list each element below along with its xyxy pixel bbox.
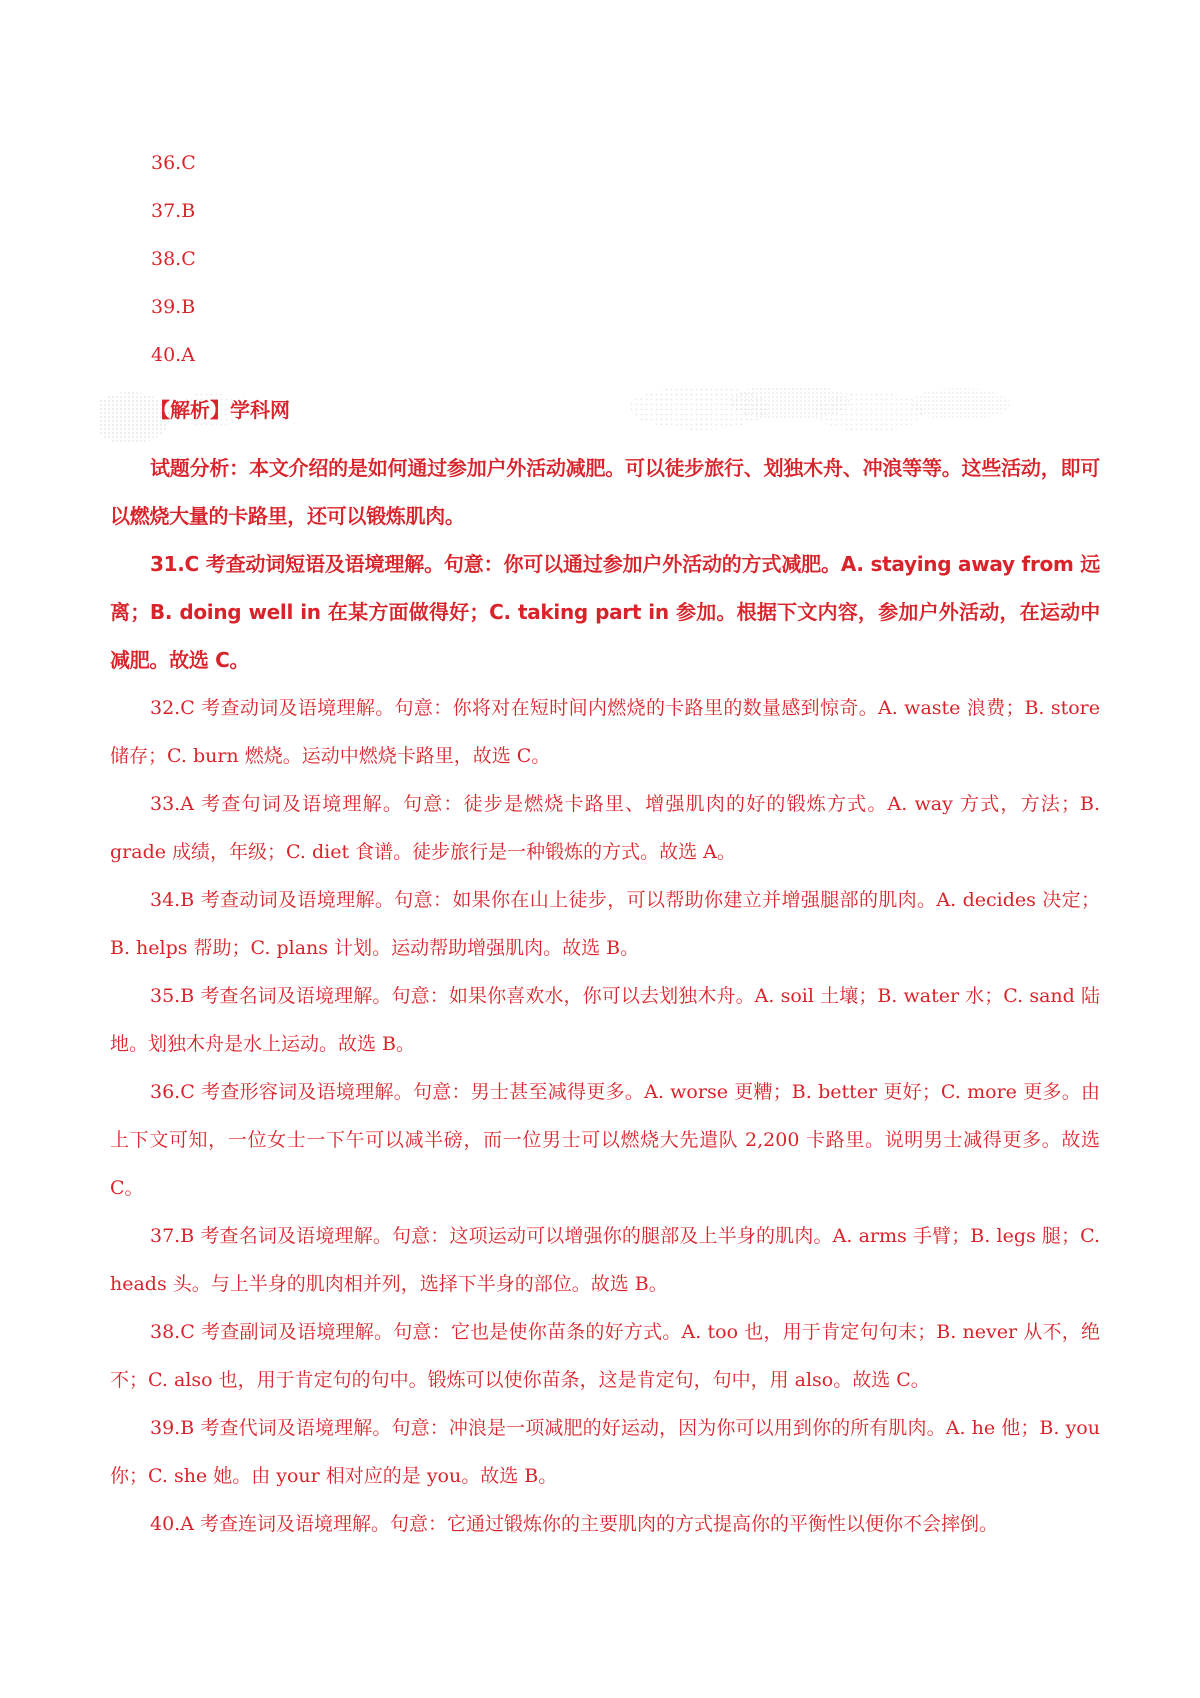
analysis-section bbox=[110, 396, 1100, 1548]
item-text: 考查代词及语境理解。句意：冲浪是一项减肥的好运动，因为你可以用到你的所有肌肉。A. he 他；B. you 你；C. she 她。由 your 相对应的是 you。故选 B。 bbox=[110, 1417, 1100, 1487]
item-text: 考查句词及语境理解。句意：徒步是燃烧卡路里、增强肌肉的好的锻炼方式。A. way 方式，方法；B. grade 成绩，年级；C. diet 食谱。徒步旅行是一种锻炼的方式。故选 A。 bbox=[110, 793, 1100, 863]
item-text: 考查形容词及语境理解。句意：男士甚至减得更多。A. worse 更糟；B. better 更好；C. more 更多。由上下文可知，一位女士一下午可以减半磅，而一位男士可以燃烧大先遣队 2,200 卡路里。说明男士减得更多。故选 C。 bbox=[110, 1081, 1100, 1199]
item-lead: 40.A bbox=[150, 1513, 194, 1535]
analysis-item-32 bbox=[110, 684, 1100, 780]
answer-list bbox=[151, 152, 196, 392]
item-text: 考查动词短语及语境理解。句意：你可以通过参加户外活动的方式减肥。A. staying away from 远离；B. doing well in 在某方面做得好；C. taking part in 参加。根据下文内容，参加户外活动，在运动中减肥。故选 C。 bbox=[110, 552, 1100, 672]
item-lead: 37.B bbox=[150, 1225, 195, 1247]
analysis-item-37 bbox=[110, 1212, 1100, 1308]
item-text: 考查副词及语境理解。句意：它也是使你苗条的好方式。A. too 也，用于肯定句句末；B. never 从不，绝不；C. also 也，用于肯定句的句中。锻炼可以使你苗条，这是肯定句，句中，用 also。故选 C。 bbox=[110, 1321, 1100, 1391]
item-text: 考查连词及语境理解。句意：它通过锻炼你的主要肌肉的方式提高你的平衡性以便你不会摔倒。 bbox=[193, 1513, 998, 1535]
item-lead: 34.B bbox=[150, 889, 195, 911]
item-lead: 31.C bbox=[150, 552, 199, 576]
item-lead: 32.C bbox=[150, 697, 195, 719]
item-lead: 33.A bbox=[150, 793, 194, 815]
analysis-item-38 bbox=[110, 1308, 1100, 1404]
analysis-item-35 bbox=[110, 972, 1100, 1068]
item-text: 考查动词及语境理解。句意：你将对在短时间内燃烧的卡路里的数量感到惊奇。A. waste 浪费；B. store 储存；C. burn 燃烧。运动中燃烧卡路里，故选 C。 bbox=[110, 697, 1100, 767]
analysis-summary: 试题分析：本文介绍的是如何通过参加户外活动减肥。可以徒步旅行、划独木舟、冲浪等等。这些活动，即可以燃烧大量的卡路里，还可以锻炼肌肉。 bbox=[110, 456, 1100, 528]
item-lead: 39.B bbox=[150, 1417, 195, 1439]
answer-36: 36.C bbox=[151, 152, 196, 174]
item-lead: 36.C bbox=[150, 1081, 195, 1103]
item-text: 考查名词及语境理解。句意：这项运动可以增强你的腿部及上半身的肌肉。A. arms 手臂；B. legs 腿；C. heads 头。与上半身的肌肉相并列，选择下半身的部位。故选 B。 bbox=[110, 1225, 1100, 1295]
analysis-item-34 bbox=[110, 876, 1100, 972]
answer-37: 37.B bbox=[151, 200, 196, 222]
item-text: 考查名词及语境理解。句意：如果你喜欢水，你可以去划独木舟。A. soil 土壤；B. water 水；C. sand 陆地。划独木舟是水上运动。故选 B。 bbox=[110, 985, 1100, 1055]
analysis-item-40 bbox=[110, 1500, 1100, 1548]
item-lead: 35.B bbox=[150, 985, 195, 1007]
analysis-item-39 bbox=[110, 1404, 1100, 1500]
analysis-item-31 bbox=[110, 540, 1100, 684]
answer-40: 40.A bbox=[151, 344, 195, 366]
item-lead: 38.C bbox=[150, 1321, 195, 1343]
answer-39: 39.B bbox=[151, 296, 196, 318]
analysis-heading: 【解析】学科网 bbox=[150, 398, 290, 422]
analysis-item-33 bbox=[110, 780, 1100, 876]
analysis-item-36 bbox=[110, 1068, 1100, 1212]
item-text: 考查动词及语境理解。句意：如果你在山上徒步，可以帮助你建立并增强腿部的肌肉。A. decides 决定；B. helps 帮助；C. plans 计划。运动帮助增强肌肉。故选 B。 bbox=[110, 889, 1100, 959]
answer-38: 38.C bbox=[151, 248, 196, 270]
